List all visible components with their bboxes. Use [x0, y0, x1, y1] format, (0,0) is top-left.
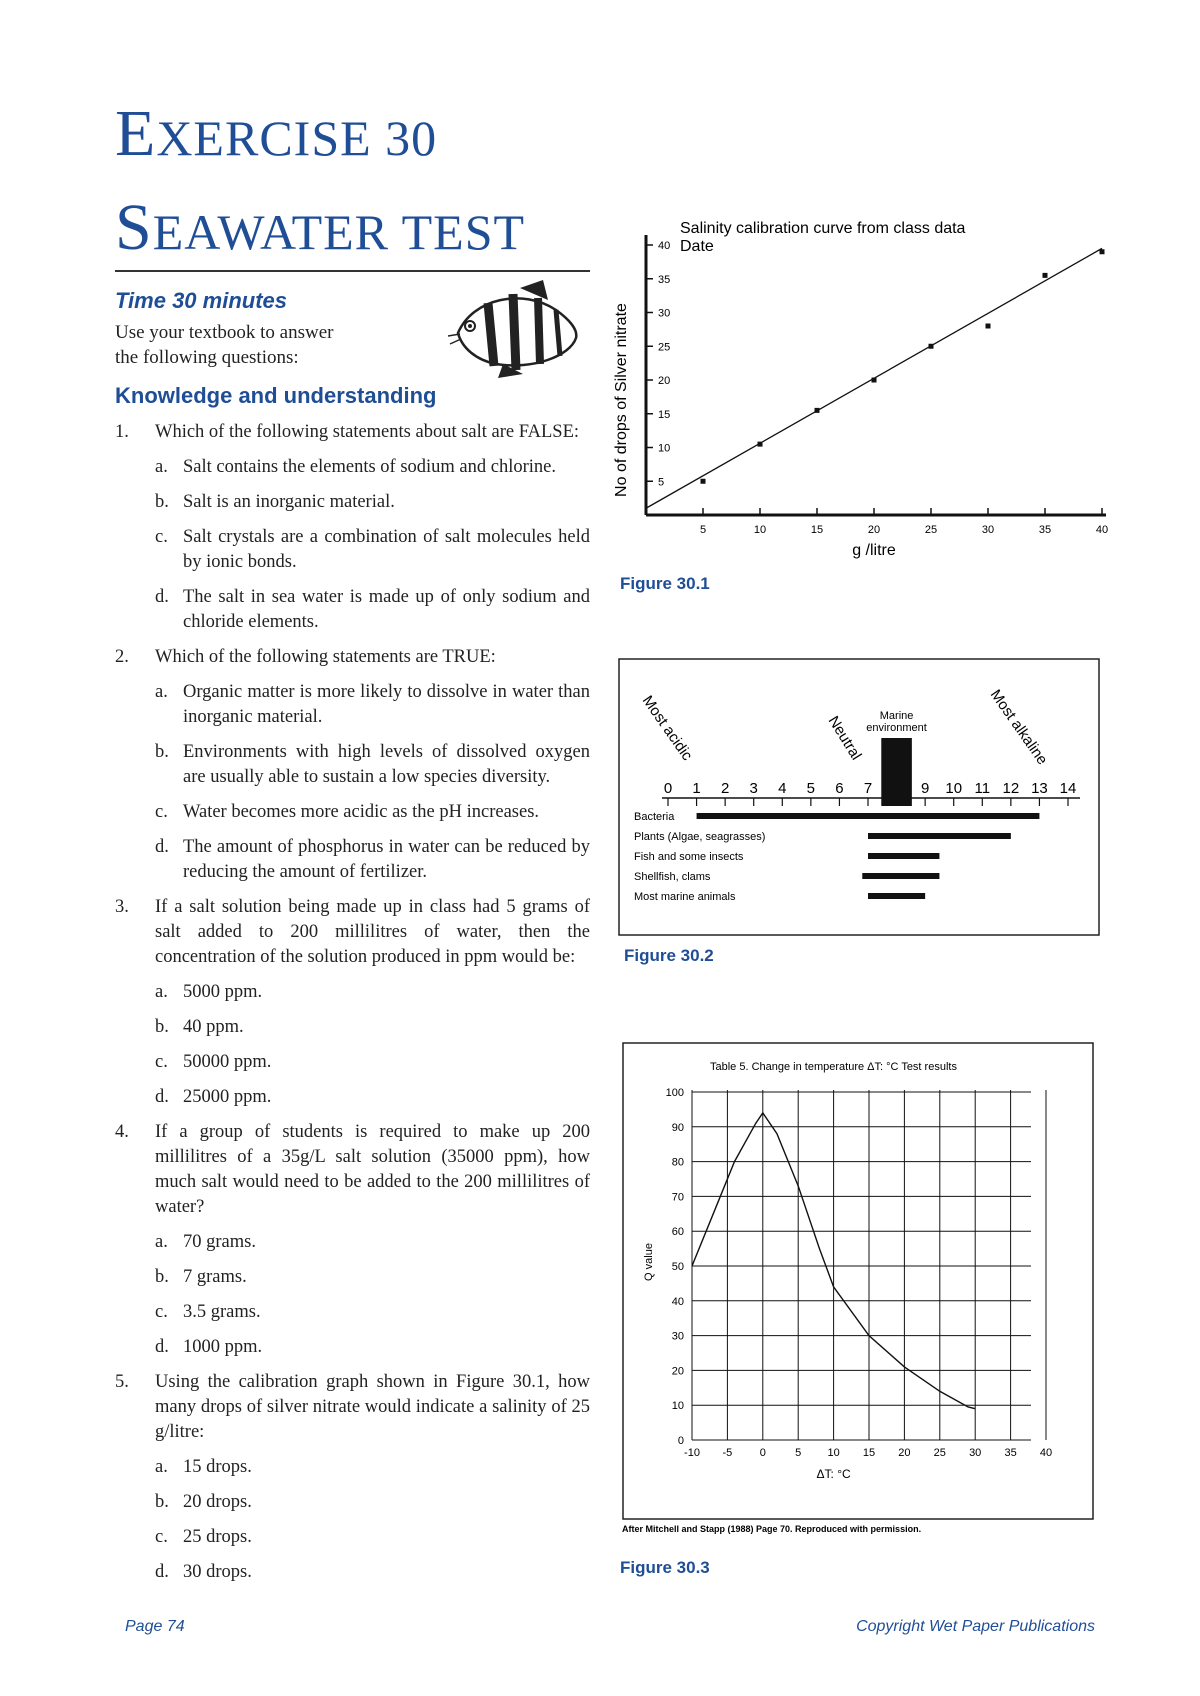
- answer-option: [115, 1490, 590, 1515]
- intro-line: the following questions:: [115, 347, 299, 368]
- y-tick-label: 90: [671, 1121, 684, 1134]
- range-label: Fish and some insects: [634, 851, 744, 863]
- option-text: 15 drops.: [183, 1457, 252, 1477]
- y-tick-label: 20: [658, 375, 671, 387]
- salinity-calibration-chart: [612, 215, 1112, 575]
- ph-tick-label: 4: [778, 780, 787, 797]
- temperature-q-chart: [622, 1042, 1096, 1542]
- question-5: [115, 1370, 590, 1445]
- option-letter: d.: [155, 587, 169, 607]
- option-text: 25 drops.: [183, 1527, 252, 1547]
- range-label: Plants (Algae, seagrasses): [634, 831, 766, 843]
- time-label: Time 30 minutes: [115, 288, 287, 313]
- answer-option: [115, 585, 590, 635]
- ph-tick-label: 10: [945, 780, 963, 797]
- most-acidic-label: Most acidic: [638, 692, 696, 764]
- question-number: 4.: [115, 1122, 129, 1142]
- figure-caption-30-2: Figure 30.2: [624, 946, 714, 965]
- range-label: Shellfish, clams: [634, 871, 711, 883]
- ph-tick-label: 3: [749, 780, 758, 797]
- ph-tick-label: 2: [720, 780, 730, 797]
- x-tick-label: 0: [759, 1447, 766, 1459]
- question-text: Which of the following statements about salt are FALSE:: [155, 422, 580, 442]
- option-letter: a.: [155, 682, 168, 702]
- range-bar: [868, 893, 925, 899]
- option-letter: c.: [155, 1302, 168, 1322]
- y-tick-label: 30: [671, 1330, 684, 1343]
- answer-option: [115, 980, 590, 1005]
- option-letter: b.: [155, 1492, 169, 1512]
- intro-line: Use your textbook to answer: [115, 322, 334, 343]
- question-number: 1.: [115, 422, 129, 442]
- question-2: [115, 645, 590, 670]
- data-point: [872, 378, 877, 383]
- option-letter: d.: [155, 1337, 169, 1357]
- range-label: Bacteria: [634, 811, 675, 823]
- answer-option: [115, 1300, 590, 1325]
- ph-tick-label: 13: [1031, 780, 1048, 797]
- x-tick-label: 35: [1004, 1447, 1017, 1459]
- chart-subtitle: Date: [680, 238, 714, 255]
- question-text: Which of the following statements are TRUE:: [155, 647, 496, 667]
- ph-tick-label: 11: [974, 780, 991, 797]
- data-point: [929, 344, 934, 349]
- figure-caption-30-3: Figure 30.3: [620, 1558, 710, 1577]
- question-list: [115, 420, 590, 1595]
- x-tick-label: 10: [753, 524, 767, 536]
- answer-option: [115, 1015, 590, 1040]
- y-tick-label: 5: [658, 476, 665, 489]
- y-tick-label: 30: [658, 307, 671, 320]
- x-axis-label: ΔT: °C: [816, 1467, 851, 1481]
- section-heading: Knowledge and understanding: [115, 383, 437, 408]
- option-text: 20 drops.: [183, 1492, 252, 1512]
- ph-tolerance-chart: [618, 658, 1100, 938]
- y-tick-label: 10: [671, 1400, 684, 1413]
- data-point: [986, 324, 991, 329]
- x-tick-label: 30: [981, 524, 995, 536]
- option-text: 30 drops.: [183, 1562, 252, 1582]
- option-text: 40 ppm.: [183, 1017, 244, 1037]
- data-point: [1043, 273, 1048, 278]
- subtitle-initial: S: [115, 191, 153, 264]
- answer-option: [115, 1560, 590, 1585]
- x-tick-label: 25: [924, 524, 938, 536]
- subtitle-rest: EAWATER TEST: [152, 204, 526, 260]
- option-letter: c.: [155, 1052, 168, 1072]
- fish-illustration: [448, 278, 588, 378]
- option-letter: b.: [155, 1267, 169, 1287]
- data-point: [815, 408, 820, 413]
- ph-tick-label: 7: [863, 780, 873, 797]
- range-label: Most marine animals: [634, 891, 736, 903]
- option-letter: b.: [155, 742, 169, 762]
- option-text: The amount of phosphorus in water can be reduced by reducing the amount of fertilizer.: [183, 837, 590, 882]
- answer-option: [115, 1525, 590, 1550]
- option-letter: c.: [155, 527, 168, 547]
- x-tick-label: 5: [795, 1447, 802, 1459]
- x-tick-label: 25: [933, 1447, 946, 1459]
- x-tick-label: 10: [827, 1447, 840, 1459]
- x-tick-label: 15: [862, 1447, 876, 1459]
- answer-option: [115, 1265, 590, 1290]
- title-divider: [115, 270, 590, 272]
- option-letter: b.: [155, 1017, 169, 1037]
- y-tick-label: 70: [671, 1191, 684, 1204]
- title-initial: E: [115, 97, 157, 170]
- marine-environment-block: [881, 738, 912, 806]
- option-text: 50000 ppm.: [183, 1052, 272, 1072]
- copyright-notice: Copyright Wet Paper Publications: [856, 1618, 1095, 1635]
- y-tick-label: 60: [671, 1226, 684, 1239]
- option-text: Organic matter is more likely to dissolve in water than inorganic material.: [183, 682, 590, 727]
- y-tick-label: 25: [658, 341, 671, 354]
- x-tick-label: 5: [699, 524, 707, 536]
- answer-option: [115, 1050, 590, 1075]
- range-bar: [697, 813, 1040, 819]
- marine-label: environment: [866, 722, 927, 734]
- option-text: 70 grams.: [183, 1232, 256, 1252]
- ph-tick-label: 9: [920, 780, 930, 797]
- x-tick-label: 40: [1039, 1447, 1053, 1459]
- y-axis-label: No of drops of Silver nitrate: [613, 303, 630, 497]
- option-text: 3.5 grams.: [183, 1302, 261, 1322]
- y-tick-label: 40: [658, 240, 671, 252]
- ph-tick-label: 1: [692, 780, 701, 797]
- option-text: 1000 ppm.: [183, 1337, 263, 1357]
- option-letter: a.: [155, 457, 168, 477]
- question-text: Using the calibration graph shown in Figure 30.1, how many drops of silver nitrate would indicate a salinity of 25 g/litre:: [155, 1372, 590, 1442]
- exercise-subtitle: [115, 190, 525, 266]
- data-point: [701, 479, 706, 484]
- option-text: Water becomes more acidic as the pH increases.: [183, 802, 540, 822]
- y-tick-label: 15: [658, 408, 671, 421]
- answer-option: [115, 800, 590, 825]
- option-text: Salt is an inorganic material.: [183, 492, 395, 512]
- answer-option: [115, 490, 590, 515]
- question-1: [115, 420, 590, 445]
- chart-title: Salinity calibration curve from class data: [680, 220, 966, 237]
- marine-label: Marine: [879, 710, 914, 722]
- x-tick-label: -10: [684, 1447, 700, 1459]
- option-text: Environments with high levels of dissolved oxygen are usually able to sustain a low species diversity.: [183, 742, 590, 787]
- option-text: The salt in sea water is made up of only sodium and chloride elements.: [183, 587, 590, 632]
- neutral-label: Neutral: [824, 713, 865, 764]
- chart-title: Table 5. Change in temperature ΔT: °C Test results: [710, 1061, 957, 1073]
- question-text: If a salt solution being made up in class had 5 grams of salt added to 200 millilitres of water, then the concentration of the solution produced in ppm would be:: [155, 897, 590, 967]
- ph-tick-label: 0: [663, 780, 673, 797]
- x-tick-label: 20: [898, 1447, 911, 1459]
- y-tick-label: 20: [671, 1365, 684, 1378]
- option-text: 7 grams.: [183, 1267, 247, 1287]
- option-letter: d.: [155, 1562, 169, 1582]
- question-number: 2.: [115, 647, 129, 667]
- question-number: 5.: [115, 1372, 129, 1392]
- y-tick-label: 0: [677, 1435, 684, 1447]
- range-bar: [868, 853, 939, 859]
- x-tick-label: 35: [1038, 524, 1052, 536]
- y-tick-label: 100: [665, 1087, 684, 1099]
- answer-option: [115, 525, 590, 575]
- option-letter: b.: [155, 492, 169, 512]
- y-tick-label: 35: [658, 273, 671, 286]
- option-text: 5000 ppm.: [183, 982, 263, 1002]
- option-letter: a.: [155, 982, 168, 1002]
- answer-option: [115, 1455, 590, 1480]
- page-number: Page 74: [125, 1618, 185, 1635]
- answer-option: [115, 740, 590, 790]
- question-4: [115, 1120, 590, 1220]
- question-number: 3.: [115, 897, 129, 917]
- y-tick-label: 10: [658, 442, 671, 455]
- y-tick-label: 50: [671, 1261, 684, 1273]
- answer-option: [115, 680, 590, 730]
- range-bar: [862, 873, 939, 879]
- answer-option: [115, 1230, 590, 1255]
- x-tick-label: 30: [969, 1447, 982, 1459]
- range-bar: [868, 833, 1011, 839]
- intro-text: [115, 320, 375, 370]
- y-tick-label: 40: [671, 1295, 684, 1308]
- ph-tick-label: 5: [806, 780, 816, 797]
- answer-option: [115, 1335, 590, 1360]
- x-tick-label: -5: [722, 1447, 733, 1459]
- most-alkaline-label: Most alkaline: [986, 686, 1051, 769]
- question-text: If a group of students is required to make up 200 millilitres of a 35g/L salt solution (35000 ppm), how much salt would need to be added to the 200 millilitres of water?: [155, 1122, 590, 1217]
- option-text: Salt contains the elements of sodium and chlorine.: [183, 457, 556, 477]
- x-tick-label: 40: [1095, 524, 1109, 536]
- option-letter: d.: [155, 837, 169, 857]
- x-tick-label: 20: [867, 524, 881, 536]
- y-tick-label: 80: [671, 1156, 684, 1169]
- figure-caption-30-1: Figure 30.1: [620, 574, 710, 593]
- answer-option: [115, 1085, 590, 1110]
- answer-option: [115, 455, 590, 480]
- y-axis-label: Q value: [643, 1243, 655, 1281]
- option-letter: a.: [155, 1232, 168, 1252]
- ph-tick-label: 14: [1059, 780, 1077, 797]
- option-letter: c.: [155, 1527, 168, 1547]
- source-note: After Mitchell and Stapp (1988) Page 70. Reproduced with permission.: [622, 1524, 922, 1534]
- data-point: [758, 442, 763, 447]
- question-3: [115, 895, 590, 970]
- option-text: Salt crystals are a combination of salt molecules held by ionic bonds.: [183, 527, 590, 572]
- x-axis-label: g /litre: [852, 542, 896, 559]
- option-letter: c.: [155, 802, 168, 822]
- data-point: [1100, 249, 1105, 254]
- option-letter: d.: [155, 1087, 169, 1107]
- x-tick-label: 15: [810, 524, 824, 536]
- ph-tick-label: 6: [835, 780, 844, 797]
- answer-option: [115, 835, 590, 885]
- option-letter: a.: [155, 1457, 168, 1477]
- option-text: 25000 ppm.: [183, 1087, 272, 1107]
- exercise-title: [115, 96, 437, 172]
- title-rest: XERCISE 30: [156, 110, 438, 166]
- ph-tick-label: 12: [1002, 780, 1020, 797]
